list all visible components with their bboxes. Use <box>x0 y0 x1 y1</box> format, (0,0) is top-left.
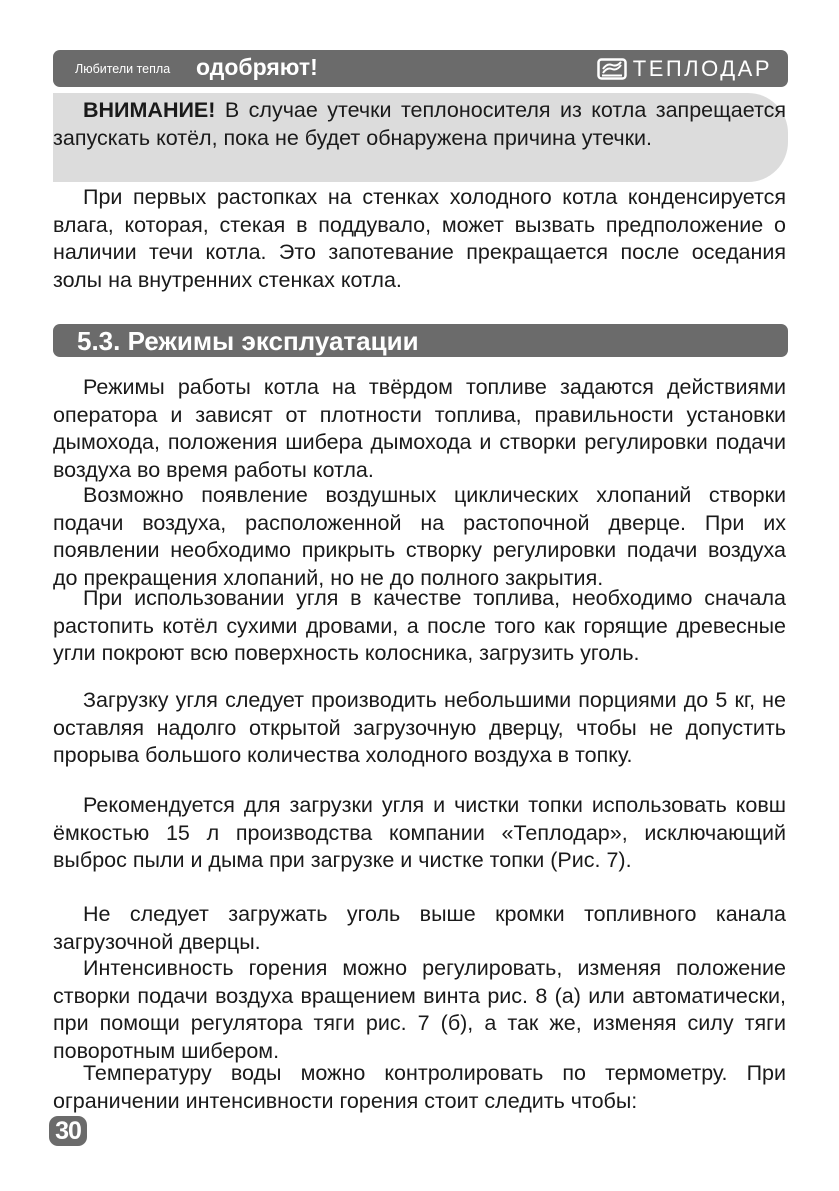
warning-label: ВНИМАНИЕ! <box>83 98 216 122</box>
section-title: 5.3. Режимы эксплуатации <box>77 326 419 356</box>
paragraph-text: Интенсивность горения можно регулировать, изменяя положение створки подачи воздуха вращением винта рис. 8 (а) или автоматически, при помощи регулятора тяги рис. 7 (б), а так же, изменяя силу тяги поворотным шибером. <box>53 956 786 1063</box>
body-paragraph <box>53 901 786 956</box>
header-slogan-big: одобряют! <box>196 54 318 80</box>
header-slogan-small: Любители тепла <box>75 62 171 76</box>
body-paragraph <box>53 687 786 770</box>
paragraph-text: При использовании угля в качестве топлива, необходимо сначала растопить котёл сухими дровами, а после того как горящие древесные угли покроют всю поверхность колосника, загрузить уголь. <box>53 586 786 665</box>
section-header <box>53 324 788 357</box>
paragraph-text: Загрузку угля следует производить небольшими порциями до 5 кг, не оставляя надолго открытой загрузочную дверцу, чтобы не допустить прорыва большого количества холодного воздуха в топку. <box>53 688 786 767</box>
brand-name: ТЕПЛОДАР <box>632 56 772 81</box>
intro-paragraph <box>53 184 786 294</box>
paragraph-text: Режимы работы котла на твёрдом топливе задаются действиями оператора и зависят от плотности топлива, правильности установки дымохода, положения шибера дымохода и створки регулировки подачи воздуха во время работы котла. <box>53 375 786 482</box>
body-paragraph <box>53 1060 786 1115</box>
body-paragraph <box>53 792 786 875</box>
paragraph-text: Рекомендуется для загрузки угля и чистки топки использовать ковш ёмкостью 15 л производства компании «Теплодар», исключающий выброс пыли и дыма при загрузке и чистке топки (Рис. 7). <box>53 793 786 872</box>
warning-text: В случае утечки теплоносителя из котла запрещается запускать котёл, пока не будет обнаружена причина утечки. <box>53 98 786 150</box>
intro-text: При первых растопках на стенках холодного котла конденсируется влага, которая, стекая в поддувало, может вызвать предположение о наличии течи котла. Это запотевание прекращается после оседания золы на внутренних стенках котла. <box>53 185 786 292</box>
paragraph-text: Температуру воды можно контролировать по термометру. При ограничении интенсивности горения стоит следить чтобы: <box>53 1061 786 1113</box>
body-paragraph <box>53 585 786 668</box>
paragraph-text: Возможно появление воздушных циклических хлопаний створки подачи воздуха, расположенной на растопочной дверце. При их появлении необходимо прикрыть створку регулировки подачи воздуха до прекращения хлопаний, но не до полного закрытия. <box>53 483 786 590</box>
paragraph-text: Не следует загружать уголь выше кромки топливного канала загрузочной дверцы. <box>53 902 786 954</box>
body-paragraph <box>53 374 786 484</box>
body-paragraph <box>53 482 786 592</box>
page-number: 30 <box>49 1116 87 1146</box>
flame-in-frame-icon <box>597 58 627 80</box>
body-paragraph <box>53 955 786 1065</box>
brand-logo <box>597 56 772 82</box>
warning-paragraph <box>53 97 786 152</box>
page-header <box>53 50 788 87</box>
